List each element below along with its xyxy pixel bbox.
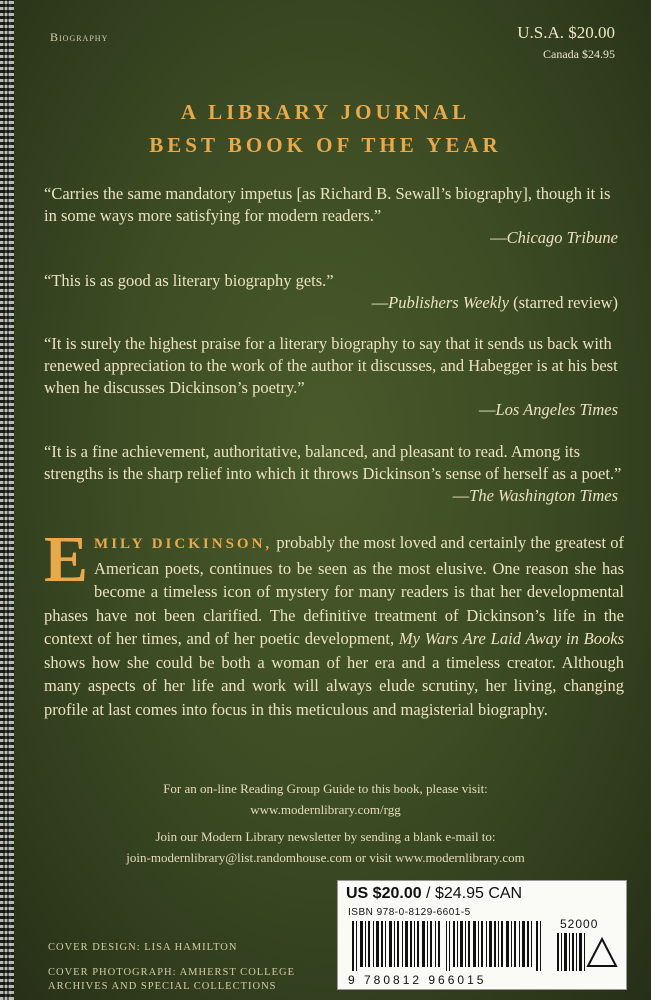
description-text-2: shows how she could be both a woman of her era and a timeless creator. Although many aspects of her life and work will always elude scrutiny, her living, changing profile at last comes into focus in this meticulous and magisterial biography. bbox=[44, 652, 624, 719]
quote-source: Los Angeles Times bbox=[495, 400, 618, 419]
quote-source: Publishers Weekly bbox=[388, 293, 509, 312]
quote-attribution bbox=[44, 292, 624, 314]
quote-attribution bbox=[44, 227, 624, 249]
barcode-price bbox=[346, 885, 522, 903]
drop-cap: E bbox=[44, 523, 89, 596]
review-quote bbox=[44, 333, 624, 421]
quote-attribution bbox=[44, 485, 624, 507]
barcode-digits: 9 780812 966015 bbox=[348, 973, 487, 987]
description-lead: MILY DICKINSON, bbox=[94, 536, 273, 552]
cover-photo-credit bbox=[48, 966, 295, 994]
quote-text: “Carries the same mandatory impetus [as Richard B. Sewall’s biography], though it is in some ways more satisfying for modern readers.” bbox=[44, 184, 611, 225]
price-usa: U.S.A. $20.00 bbox=[517, 23, 615, 42]
quote-dash: — bbox=[452, 486, 470, 505]
quote-dash: — bbox=[490, 228, 507, 247]
barcode-bars bbox=[350, 921, 550, 971]
barcode-sticker bbox=[337, 880, 627, 990]
category-label: Biography bbox=[50, 30, 109, 44]
quote-text: “It is surely the highest praise for a literary biography to say that it sends us back with renewed appreciation to the work of the author it discusses, and Habegger is at his best when he discusses Dickinson’s poetry.” bbox=[44, 334, 618, 397]
quote-source: Chicago Tribune bbox=[506, 228, 618, 247]
barcode-price-code: 52000 bbox=[560, 917, 599, 931]
reading-guide-info bbox=[0, 778, 651, 820]
reading-guide-line: For an on-line Reading Group Guide to this book, please visit: bbox=[163, 781, 488, 796]
barcode-price-rest: / $24.95 CAN bbox=[421, 885, 523, 902]
book-title-inline: My Wars Are Laid Away in Books bbox=[398, 629, 624, 648]
newsletter-contact: join-modernlibrary@list.randomhouse.com or visit www.modernlibrary.com bbox=[126, 850, 525, 865]
price-canada: Canada $24.95 bbox=[543, 47, 615, 61]
photo-credit-line-1: COVER PHOTOGRAPH: AMHERST COLLEGE bbox=[48, 967, 296, 978]
review-quote bbox=[44, 183, 624, 249]
award-line-1: A LIBRARY JOURNAL bbox=[180, 100, 471, 124]
newsletter-info bbox=[0, 826, 651, 868]
barcode-price-us: US $20.00 bbox=[346, 885, 422, 902]
quote-dash: — bbox=[478, 400, 496, 419]
review-quote bbox=[44, 270, 624, 314]
quote-attribution bbox=[44, 399, 624, 421]
quote-suffix: (starred review) bbox=[508, 293, 618, 312]
isbn-number: ISBN 978-0-8129-6601-5 bbox=[348, 907, 471, 918]
book-description bbox=[44, 523, 624, 721]
quote-source: The Washington Times bbox=[469, 486, 618, 505]
reading-guide-url: www.modernlibrary.com/rgg bbox=[250, 802, 401, 817]
quote-dash: — bbox=[371, 293, 389, 312]
award-line-2: BEST BOOK OF THE YEAR bbox=[149, 133, 502, 157]
photo-credit-line-2: ARCHIVES AND SPECIAL COLLECTIONS bbox=[48, 981, 277, 992]
review-quote bbox=[44, 441, 624, 507]
triangle-icon bbox=[585, 936, 619, 970]
cover-design-credit: COVER DESIGN: LISA HAMILTON bbox=[48, 942, 238, 953]
quote-text: “It is a fine achievement, authoritative, balanced, and pleasant to read. Among its strengths is the sharp relief into which it throws Dickinson’s sense of herself as a poet.” bbox=[44, 442, 622, 483]
newsletter-line: Join our Modern Library newsletter by sending a blank e-mail to: bbox=[155, 829, 496, 844]
quote-text: “This is as good as literary biography gets.” bbox=[44, 271, 334, 290]
description-text-1: probably the most loved and certainly the greatest of American poets, continues to be seen as the most elusive. One reason she has become a timeless icon of mystery for many readers is that her developmental phases have not been clarified. The definitive treatment of Dickinson’s life in the context of her times, and of her poetic development, bbox=[44, 533, 624, 648]
